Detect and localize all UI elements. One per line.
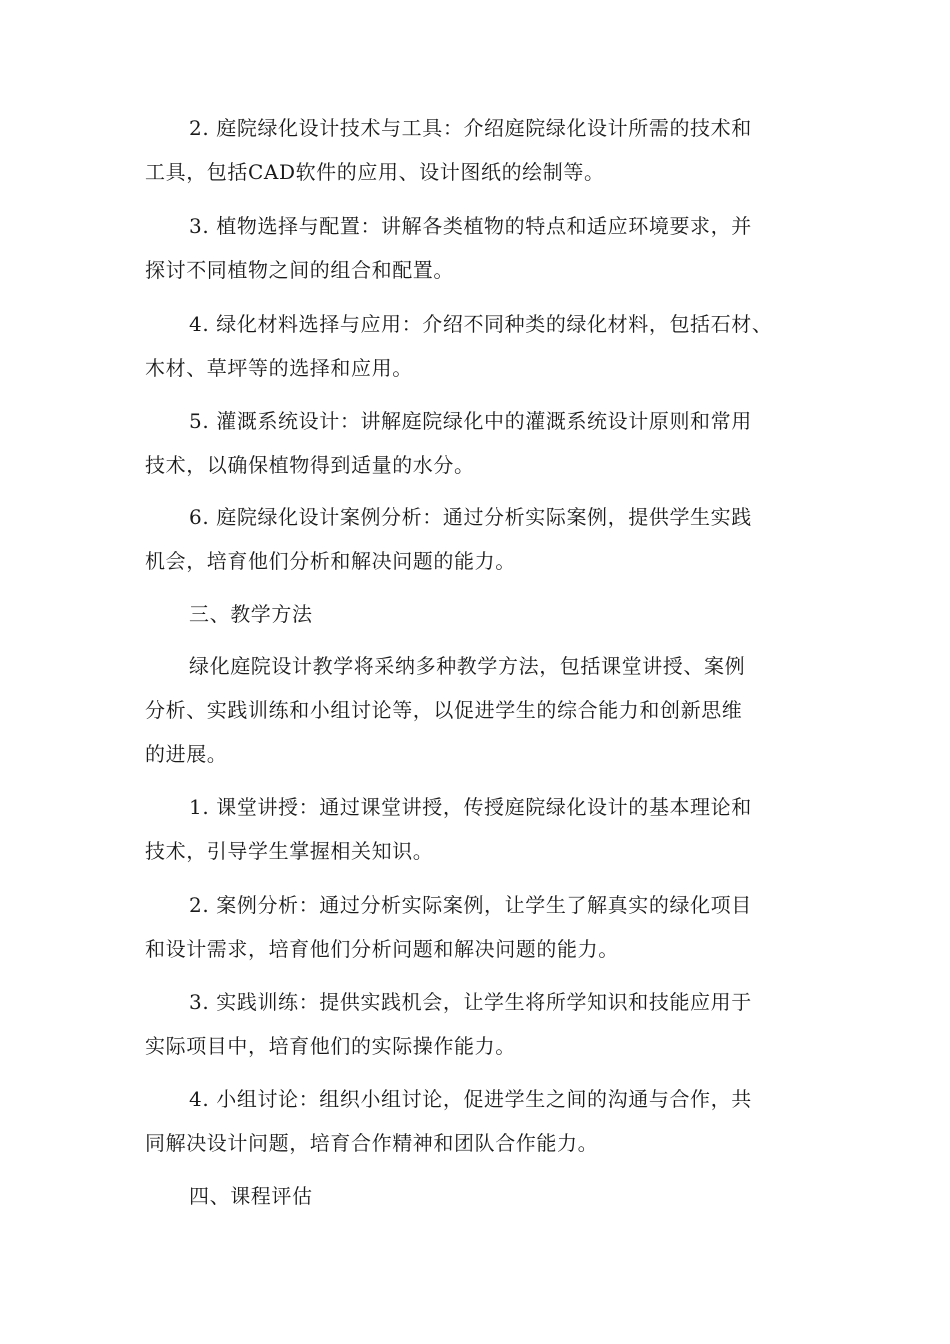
text-line: 技术，引导学生掌握相关知识。 [145, 839, 434, 863]
paragraph-tech-tools [145, 106, 815, 194]
text-line: 绿化庭院设计教学将采纳多种教学方法，包括课堂讲授、案例 [189, 654, 746, 678]
paragraph-practice [145, 980, 815, 1068]
paragraph-group-discussion [145, 1077, 815, 1165]
paragraph-case-analysis [145, 883, 815, 971]
text-line: 2. 庭院绿化设计技术与工具：介绍庭院绿化设计所需的技术和 [189, 116, 752, 140]
text-line: 4. 绿化材料选择与应用：介绍不同种类的绿化材料，包括石材、 [189, 312, 773, 336]
text-line: 同解决设计问题，培育合作精神和团队合作能力。 [145, 1131, 599, 1155]
text-line: 实际项目中，培育他们的实际操作能力。 [145, 1034, 516, 1058]
text-line: 工具，包括CAD软件的应用、设计图纸的绘制等。 [145, 160, 605, 184]
paragraph-materials [145, 302, 815, 390]
paragraph-methods-intro [145, 644, 815, 776]
text-line: 1. 课堂讲授：通过课堂讲授，传授庭院绿化设计的基本理论和 [189, 795, 752, 819]
text-line: 5. 灌溉系统设计：讲解庭院绿化中的灌溉系统设计原则和常用 [189, 409, 752, 433]
text-line: 4. 小组讨论：组织小组讨论，促进学生之间的沟通与合作，共 [189, 1087, 752, 1111]
section-heading: 四、课程评估 [189, 1184, 313, 1208]
text-line: 机会，培育他们分析和解决问题的能力。 [145, 549, 516, 573]
heading-course-assessment [145, 1174, 815, 1218]
text-line: 3. 实践训练：提供实践机会，让学生将所学知识和技能应用于 [189, 990, 752, 1014]
paragraph-case-study [145, 495, 815, 583]
paragraph-lecture [145, 785, 815, 873]
text-line: 3. 植物选择与配置：讲解各类植物的特点和适应环境要求，并 [189, 214, 752, 238]
text-line: 和设计需求，培育他们分析问题和解决问题的能力。 [145, 937, 619, 961]
paragraph-plant-selection [145, 204, 815, 292]
paragraph-irrigation [145, 399, 815, 487]
section-heading: 三、教学方法 [189, 602, 313, 626]
text-line: 木材、草坪等的选择和应用。 [145, 356, 413, 380]
text-line: 分析、实践训练和小组讨论等，以促进学生的综合能力和创新思维 [145, 698, 743, 722]
text-line: 探讨不同植物之间的组合和配置。 [145, 258, 454, 282]
heading-teaching-methods [145, 592, 815, 636]
text-line: 2. 案例分析：通过分析实际案例，让学生了解真实的绿化项目 [189, 893, 752, 917]
text-line: 6. 庭院绿化设计案例分析：通过分析实际案例，提供学生实践 [189, 505, 752, 529]
text-line: 的进展。 [145, 742, 228, 766]
text-line: 技术，以确保植物得到适量的水分。 [145, 453, 475, 477]
